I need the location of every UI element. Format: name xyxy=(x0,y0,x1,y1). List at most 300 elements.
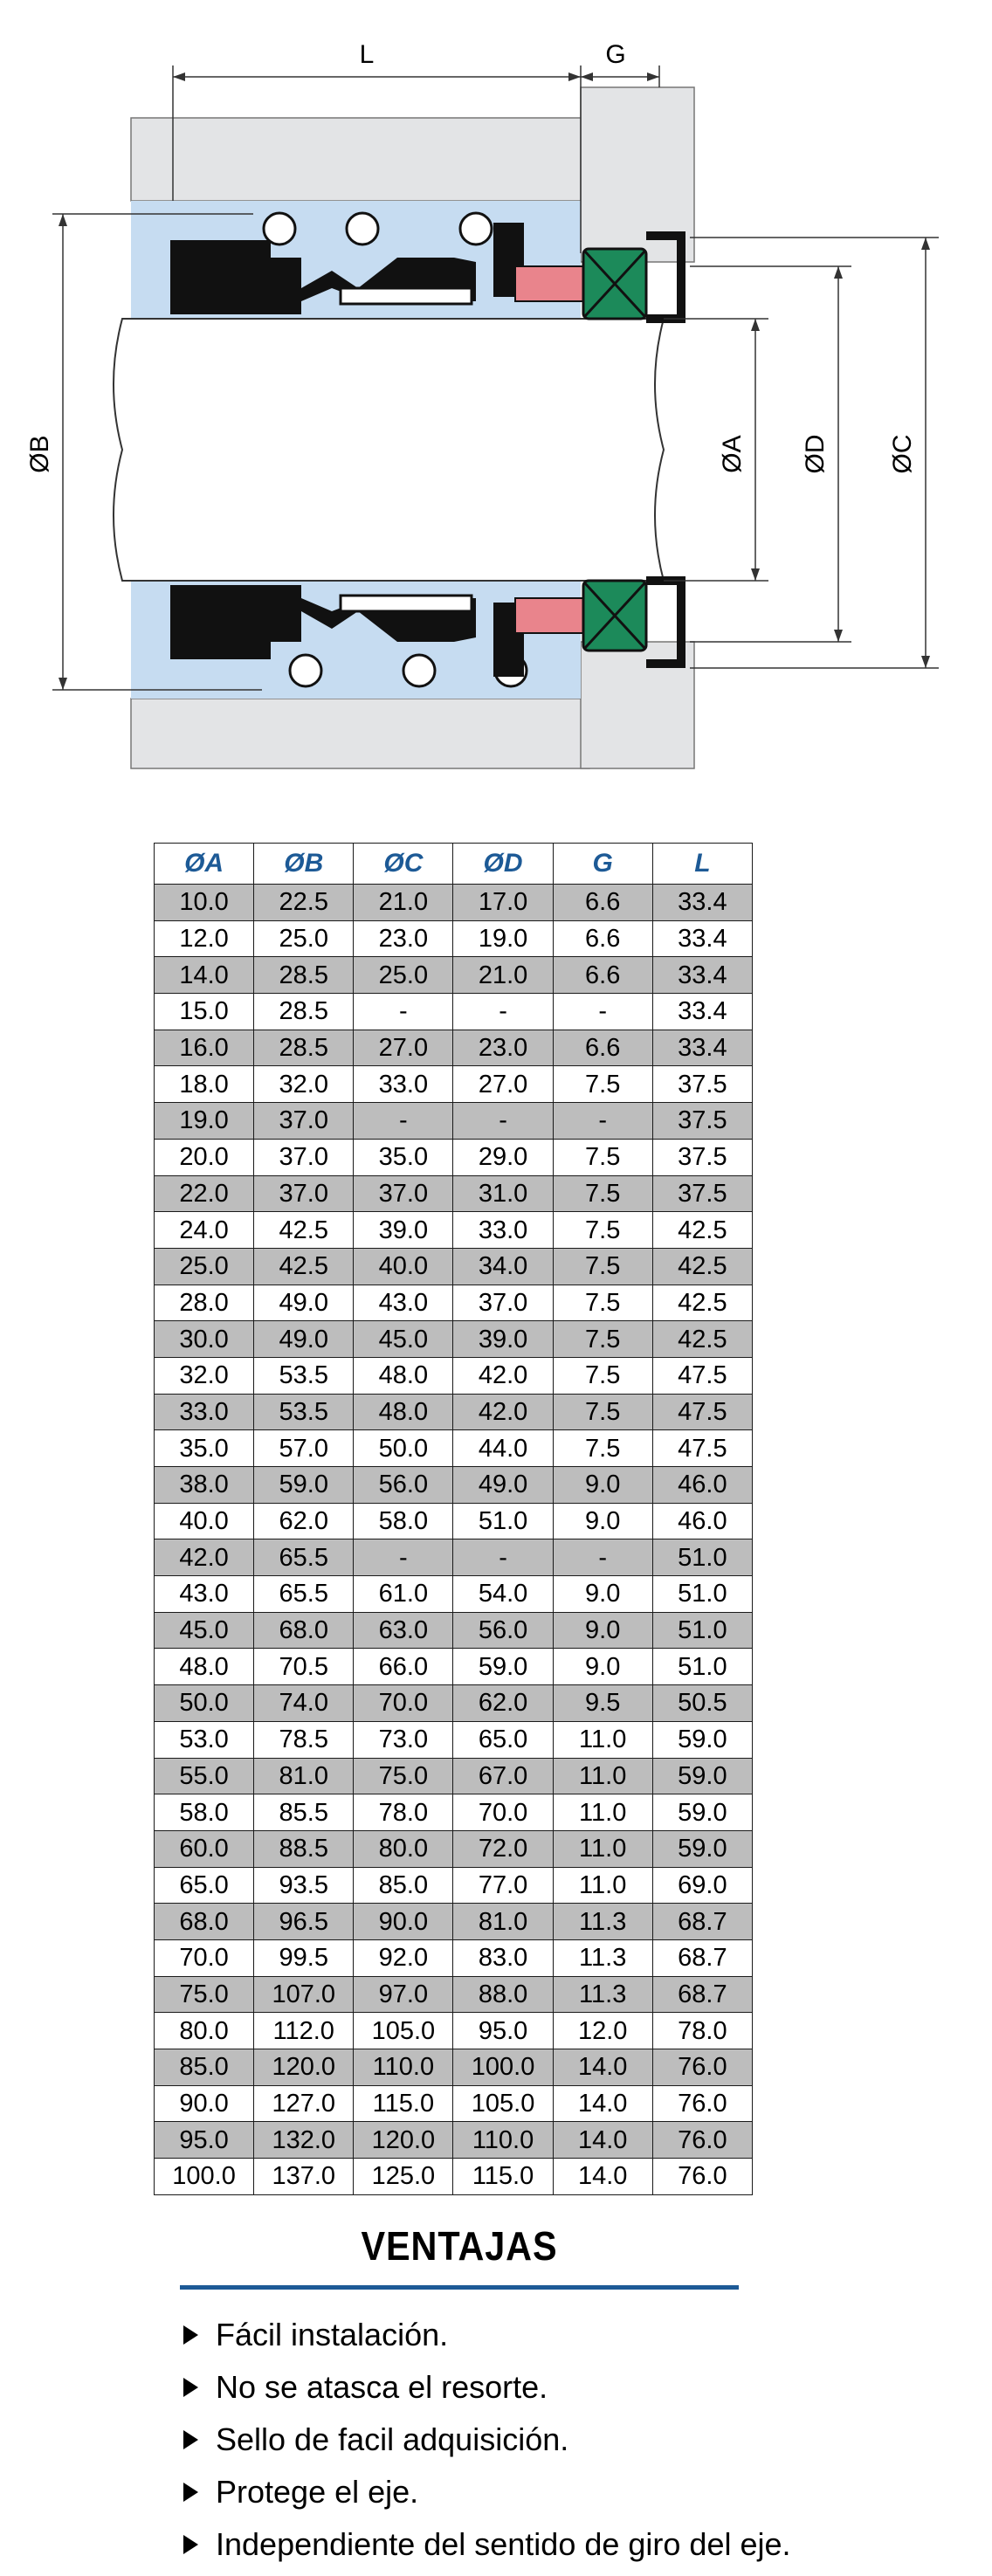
table-cell-l: 33.4 xyxy=(652,1030,752,1066)
table-cell-d: 44.0 xyxy=(453,1430,553,1467)
table-cell-g: - xyxy=(553,994,652,1030)
table-cell-c: - xyxy=(354,1539,453,1576)
table-cell-d: 51.0 xyxy=(453,1503,553,1539)
table-cell-a: 95.0 xyxy=(155,2122,254,2159)
table-cell-c: 105.0 xyxy=(354,2013,453,2049)
table-cell-l: 33.4 xyxy=(652,994,752,1030)
table-cell-g: 6.6 xyxy=(553,1030,652,1066)
table-cell-b: 112.0 xyxy=(254,2013,354,2049)
table-row xyxy=(155,1685,753,1722)
list-item xyxy=(180,2361,966,2414)
spring-coil-top-3 xyxy=(460,213,492,245)
table-cell-a: 42.0 xyxy=(155,1539,254,1576)
header-cell-b: ØB xyxy=(254,844,354,885)
table-cell-g: 11.0 xyxy=(553,1721,652,1758)
spring-coil-bottom-1 xyxy=(290,655,321,686)
dim-label-C: ØC xyxy=(888,434,917,474)
table-cell-a: 24.0 xyxy=(155,1212,254,1249)
table-cell-l: 47.5 xyxy=(652,1430,752,1467)
table-row xyxy=(155,1867,753,1904)
table-cell-d: 65.0 xyxy=(453,1721,553,1758)
advantages-list xyxy=(180,2309,966,2571)
table-cell-g: 6.6 xyxy=(553,885,652,921)
table-cell-a: 48.0 xyxy=(155,1649,254,1685)
table-cell-l: 51.0 xyxy=(652,1649,752,1685)
table-cell-a: 10.0 xyxy=(155,885,254,921)
table-cell-l: 68.7 xyxy=(652,1976,752,2013)
table-row xyxy=(155,1794,753,1831)
drive-band-bottom xyxy=(341,596,472,611)
table-cell-b: 28.5 xyxy=(254,994,354,1030)
table-row xyxy=(155,1030,753,1066)
table-cell-g: 7.5 xyxy=(553,1321,652,1358)
table-cell-d: 83.0 xyxy=(453,1939,553,1976)
table-cell-d: 17.0 xyxy=(453,885,553,921)
dim-label-B: ØB xyxy=(25,435,54,473)
table-cell-l: 46.0 xyxy=(652,1467,752,1504)
table-cell-d: 31.0 xyxy=(453,1175,553,1212)
table-cell-l: 78.0 xyxy=(652,2013,752,2049)
table-cell-b: 85.5 xyxy=(254,1794,354,1831)
advantages-divider xyxy=(180,2285,739,2290)
table-cell-a: 22.0 xyxy=(155,1175,254,1212)
table-cell-l: 42.5 xyxy=(652,1285,752,1321)
table-cell-d: 49.0 xyxy=(453,1467,553,1504)
table-cell-c: 56.0 xyxy=(354,1467,453,1504)
table-row xyxy=(155,1103,753,1140)
table-cell-l: 37.5 xyxy=(652,1103,752,1140)
table-cell-l: 46.0 xyxy=(652,1503,752,1539)
header-cell-g: G xyxy=(553,844,652,885)
table-cell-b: 93.5 xyxy=(254,1867,354,1904)
table-row xyxy=(155,1576,753,1613)
table-cell-a: 43.0 xyxy=(155,1576,254,1613)
table-cell-c: 40.0 xyxy=(354,1248,453,1285)
table-cell-c: 48.0 xyxy=(354,1394,453,1430)
table-cell-g: 7.5 xyxy=(553,1430,652,1467)
table-cell-a: 14.0 xyxy=(155,957,254,994)
table-cell-g: 11.0 xyxy=(553,1830,652,1867)
table-cell-c: 97.0 xyxy=(354,1976,453,2013)
table-cell-b: 65.5 xyxy=(254,1539,354,1576)
table-cell-l: 47.5 xyxy=(652,1357,752,1394)
table-cell-b: 127.0 xyxy=(254,2085,354,2122)
advantage-text: Fácil instalación. xyxy=(216,2317,449,2352)
table-cell-b: 22.5 xyxy=(254,885,354,921)
table-cell-g: - xyxy=(553,1103,652,1140)
table-row xyxy=(155,1503,753,1539)
table-row xyxy=(155,994,753,1030)
table-cell-a: 90.0 xyxy=(155,2085,254,2122)
table-row xyxy=(155,1212,753,1249)
table-cell-a: 20.0 xyxy=(155,1139,254,1175)
advantage-text: Protege el eje. xyxy=(216,2474,419,2510)
table-cell-l: 37.5 xyxy=(652,1175,752,1212)
table-cell-l: 69.0 xyxy=(652,1867,752,1904)
table-cell-a: 75.0 xyxy=(155,1976,254,2013)
list-item xyxy=(180,2309,966,2361)
table-cell-g: 14.0 xyxy=(553,2122,652,2159)
table-cell-l: 33.4 xyxy=(652,885,752,921)
table-cell-c: 120.0 xyxy=(354,2122,453,2159)
table-cell-l: 59.0 xyxy=(652,1758,752,1794)
table-body xyxy=(155,885,753,2195)
table-cell-a: 60.0 xyxy=(155,1830,254,1867)
table-cell-b: 107.0 xyxy=(254,1976,354,2013)
housing-top xyxy=(131,118,589,201)
table-cell-d: 42.0 xyxy=(453,1357,553,1394)
table-cell-l: 76.0 xyxy=(652,2159,752,2195)
table-cell-c: 25.0 xyxy=(354,957,453,994)
table-cell-a: 45.0 xyxy=(155,1612,254,1649)
header-cell-d: ØD xyxy=(453,844,553,885)
table-row xyxy=(155,2013,753,2049)
table-cell-d: 33.0 xyxy=(453,1212,553,1249)
table-row xyxy=(155,1649,753,1685)
table-cell-b: 137.0 xyxy=(254,2159,354,2195)
table-cell-b: 37.0 xyxy=(254,1139,354,1175)
table-row xyxy=(155,2049,753,2086)
table-cell-c: 125.0 xyxy=(354,2159,453,2195)
bullet-triangle-icon xyxy=(183,2430,198,2449)
table-row xyxy=(155,2085,753,2122)
table-cell-g: 14.0 xyxy=(553,2049,652,2086)
table-cell-a: 85.0 xyxy=(155,2049,254,2086)
table-cell-a: 15.0 xyxy=(155,994,254,1030)
table-cell-a: 68.0 xyxy=(155,1904,254,1940)
table-cell-b: 28.5 xyxy=(254,957,354,994)
shaft xyxy=(114,319,664,581)
advantages-title: VENTAJAS xyxy=(361,2223,558,2269)
table-cell-g: 6.6 xyxy=(553,920,652,957)
table-cell-g: 7.5 xyxy=(553,1248,652,1285)
table-cell-g: 11.0 xyxy=(553,1794,652,1831)
table-cell-a: 55.0 xyxy=(155,1758,254,1794)
table-cell-c: - xyxy=(354,994,453,1030)
table-cell-g: 14.0 xyxy=(553,2159,652,2195)
spring-coil-top-1 xyxy=(264,213,295,245)
table-row xyxy=(155,1357,753,1394)
table-row xyxy=(155,2122,753,2159)
table-row xyxy=(155,1758,753,1794)
bullet-triangle-icon xyxy=(183,2483,198,2502)
table-cell-l: 76.0 xyxy=(652,2122,752,2159)
table-cell-c: 70.0 xyxy=(354,1685,453,1722)
table-cell-d: 95.0 xyxy=(453,2013,553,2049)
table-cell-c: 35.0 xyxy=(354,1139,453,1175)
bullet-triangle-icon xyxy=(183,2378,198,2397)
table-cell-g: 6.6 xyxy=(553,957,652,994)
table-row xyxy=(155,1904,753,1940)
table-row xyxy=(155,1430,753,1467)
table-cell-d: 70.0 xyxy=(453,1794,553,1831)
table-row xyxy=(155,1175,753,1212)
table-cell-b: 78.5 xyxy=(254,1721,354,1758)
table-cell-g: 12.0 xyxy=(553,2013,652,2049)
table-cell-d: 81.0 xyxy=(453,1904,553,1940)
table-cell-c: 90.0 xyxy=(354,1904,453,1940)
table-cell-b: 120.0 xyxy=(254,2049,354,2086)
table-cell-b: 32.0 xyxy=(254,1066,354,1103)
table-row xyxy=(155,1321,753,1358)
table-row xyxy=(155,1285,753,1321)
table-cell-b: 88.5 xyxy=(254,1830,354,1867)
dimensions-table-container xyxy=(154,843,753,2195)
table-cell-a: 80.0 xyxy=(155,2013,254,2049)
table-cell-l: 59.0 xyxy=(652,1721,752,1758)
table-cell-c: 63.0 xyxy=(354,1612,453,1649)
table-cell-c: 78.0 xyxy=(354,1794,453,1831)
table-cell-g: - xyxy=(553,1539,652,1576)
dim-label-D: ØD xyxy=(801,434,830,474)
table-cell-l: 33.4 xyxy=(652,920,752,957)
table-row xyxy=(155,1467,753,1504)
table-cell-l: 33.4 xyxy=(652,957,752,994)
table-cell-l: 76.0 xyxy=(652,2049,752,2086)
table-cell-g: 11.0 xyxy=(553,1758,652,1794)
table-row xyxy=(155,920,753,957)
table-cell-d: 59.0 xyxy=(453,1649,553,1685)
table-cell-c: 43.0 xyxy=(354,1285,453,1321)
table-cell-c: 73.0 xyxy=(354,1721,453,1758)
table-cell-d: - xyxy=(453,1539,553,1576)
table-row xyxy=(155,957,753,994)
dim-label-L: L xyxy=(359,40,375,69)
list-item xyxy=(180,2414,966,2466)
table-cell-b: 42.5 xyxy=(254,1212,354,1249)
table-cell-g: 9.0 xyxy=(553,1612,652,1649)
table-cell-d: 77.0 xyxy=(453,1867,553,1904)
table-cell-c: 45.0 xyxy=(354,1321,453,1358)
table-cell-d: 54.0 xyxy=(453,1576,553,1613)
table-cell-c: 50.0 xyxy=(354,1430,453,1467)
oring-top xyxy=(515,266,585,301)
table-cell-l: 47.5 xyxy=(652,1394,752,1430)
table-row xyxy=(155,1721,753,1758)
list-item xyxy=(180,2466,966,2518)
table-cell-a: 58.0 xyxy=(155,1794,254,1831)
table-cell-g: 9.5 xyxy=(553,1685,652,1722)
table-cell-l: 42.5 xyxy=(652,1248,752,1285)
advantage-text: Sello de facil adquisición. xyxy=(216,2421,569,2457)
table-cell-b: 42.5 xyxy=(254,1248,354,1285)
table-cell-a: 12.0 xyxy=(155,920,254,957)
table-cell-b: 49.0 xyxy=(254,1285,354,1321)
table-cell-a: 50.0 xyxy=(155,1685,254,1722)
dim-label-A: ØA xyxy=(718,435,747,473)
table-row xyxy=(155,885,753,921)
table-cell-l: 37.5 xyxy=(652,1066,752,1103)
table-cell-b: 70.5 xyxy=(254,1649,354,1685)
table-cell-g: 11.3 xyxy=(553,1904,652,1940)
table-cell-l: 37.5 xyxy=(652,1139,752,1175)
table-cell-g: 7.5 xyxy=(553,1066,652,1103)
advantages-section xyxy=(180,2222,791,2571)
advantage-text: Independiente del sentido de giro del eje. xyxy=(216,2526,791,2562)
table-cell-b: 62.0 xyxy=(254,1503,354,1539)
table-cell-c: 110.0 xyxy=(354,2049,453,2086)
table-row xyxy=(155,1139,753,1175)
table-cell-c: 80.0 xyxy=(354,1830,453,1867)
seal-cross-section-drawing xyxy=(0,0,992,786)
table-row xyxy=(155,1394,753,1430)
table-cell-b: 37.0 xyxy=(254,1103,354,1140)
table-row xyxy=(155,2159,753,2195)
table-cell-c: - xyxy=(354,1103,453,1140)
table-cell-c: 58.0 xyxy=(354,1503,453,1539)
table-cell-c: 21.0 xyxy=(354,885,453,921)
table-cell-c: 85.0 xyxy=(354,1867,453,1904)
table-cell-b: 132.0 xyxy=(254,2122,354,2159)
table-cell-d: 105.0 xyxy=(453,2085,553,2122)
table-cell-c: 92.0 xyxy=(354,1939,453,1976)
table-cell-c: 37.0 xyxy=(354,1175,453,1212)
table-row xyxy=(155,1830,753,1867)
table-cell-c: 39.0 xyxy=(354,1212,453,1249)
table-cell-c: 48.0 xyxy=(354,1357,453,1394)
table-cell-g: 7.5 xyxy=(553,1394,652,1430)
table-cell-g: 9.0 xyxy=(553,1576,652,1613)
table-cell-l: 50.5 xyxy=(652,1685,752,1722)
table-cell-a: 33.0 xyxy=(155,1394,254,1430)
table-cell-l: 51.0 xyxy=(652,1576,752,1613)
seal-diagram xyxy=(0,0,992,786)
table-cell-b: 99.5 xyxy=(254,1939,354,1976)
table-cell-g: 9.0 xyxy=(553,1649,652,1685)
table-row xyxy=(155,1939,753,1976)
table-cell-g: 7.5 xyxy=(553,1139,652,1175)
table-cell-b: 59.0 xyxy=(254,1467,354,1504)
advantage-text: No se atasca el resorte. xyxy=(216,2369,548,2405)
housing-bottom xyxy=(131,699,589,768)
table-cell-d: 56.0 xyxy=(453,1612,553,1649)
bullet-triangle-icon xyxy=(183,2535,198,2554)
table-cell-d: 27.0 xyxy=(453,1066,553,1103)
table-cell-d: 29.0 xyxy=(453,1139,553,1175)
table-cell-a: 100.0 xyxy=(155,2159,254,2195)
table-header-row xyxy=(155,844,753,885)
table-cell-d: 42.0 xyxy=(453,1394,553,1430)
table-cell-l: 76.0 xyxy=(652,2085,752,2122)
table-cell-a: 18.0 xyxy=(155,1066,254,1103)
table-cell-a: 38.0 xyxy=(155,1467,254,1504)
table-cell-b: 53.5 xyxy=(254,1357,354,1394)
header-cell-a: ØA xyxy=(155,844,254,885)
table-cell-d: 21.0 xyxy=(453,957,553,994)
table-cell-g: 14.0 xyxy=(553,2085,652,2122)
table-cell-d: 37.0 xyxy=(453,1285,553,1321)
table-cell-b: 37.0 xyxy=(254,1175,354,1212)
table-row xyxy=(155,1066,753,1103)
table-cell-d: 67.0 xyxy=(453,1758,553,1794)
drive-band-top xyxy=(341,288,472,304)
spring-coil-bottom-2 xyxy=(403,655,435,686)
table-cell-d: 34.0 xyxy=(453,1248,553,1285)
table-cell-a: 65.0 xyxy=(155,1867,254,1904)
spring-coil-top-2 xyxy=(347,213,378,245)
table-cell-b: 68.0 xyxy=(254,1612,354,1649)
table-cell-a: 19.0 xyxy=(155,1103,254,1140)
table-cell-l: 68.7 xyxy=(652,1904,752,1940)
table-row xyxy=(155,1976,753,2013)
dimensions-table xyxy=(154,843,753,2195)
table-cell-g: 9.0 xyxy=(553,1503,652,1539)
table-cell-d: 39.0 xyxy=(453,1321,553,1358)
table-cell-c: 75.0 xyxy=(354,1758,453,1794)
table-cell-b: 53.5 xyxy=(254,1394,354,1430)
oring-bottom xyxy=(515,598,585,633)
table-cell-d: - xyxy=(453,1103,553,1140)
list-item xyxy=(180,2518,966,2571)
table-cell-d: - xyxy=(453,994,553,1030)
table-cell-c: 115.0 xyxy=(354,2085,453,2122)
table-cell-b: 74.0 xyxy=(254,1685,354,1722)
header-cell-c: ØC xyxy=(354,844,453,885)
table-cell-b: 49.0 xyxy=(254,1321,354,1358)
table-cell-c: 27.0 xyxy=(354,1030,453,1066)
table-cell-d: 100.0 xyxy=(453,2049,553,2086)
table-cell-a: 16.0 xyxy=(155,1030,254,1066)
table-cell-d: 110.0 xyxy=(453,2122,553,2159)
table-cell-g: 11.0 xyxy=(553,1867,652,1904)
table-cell-a: 70.0 xyxy=(155,1939,254,1976)
table-cell-c: 33.0 xyxy=(354,1066,453,1103)
bullet-triangle-icon xyxy=(183,2325,198,2345)
table-cell-b: 96.5 xyxy=(254,1904,354,1940)
table-cell-g: 9.0 xyxy=(553,1467,652,1504)
table-cell-d: 115.0 xyxy=(453,2159,553,2195)
table-cell-a: 32.0 xyxy=(155,1357,254,1394)
table-cell-l: 68.7 xyxy=(652,1939,752,1976)
table-cell-d: 62.0 xyxy=(453,1685,553,1722)
table-cell-b: 65.5 xyxy=(254,1576,354,1613)
table-cell-g: 11.3 xyxy=(553,1939,652,1976)
table-cell-b: 25.0 xyxy=(254,920,354,957)
table-cell-a: 53.0 xyxy=(155,1721,254,1758)
table-cell-b: 81.0 xyxy=(254,1758,354,1794)
table-cell-c: 66.0 xyxy=(354,1649,453,1685)
table-cell-l: 42.5 xyxy=(652,1212,752,1249)
table-cell-l: 59.0 xyxy=(652,1794,752,1831)
table-cell-a: 28.0 xyxy=(155,1285,254,1321)
table-cell-a: 25.0 xyxy=(155,1248,254,1285)
table-cell-a: 35.0 xyxy=(155,1430,254,1467)
table-cell-g: 7.5 xyxy=(553,1357,652,1394)
table-cell-c: 61.0 xyxy=(354,1576,453,1613)
header-cell-l: L xyxy=(652,844,752,885)
table-row xyxy=(155,1248,753,1285)
table-cell-l: 51.0 xyxy=(652,1539,752,1576)
table-cell-l: 51.0 xyxy=(652,1612,752,1649)
table-cell-l: 42.5 xyxy=(652,1321,752,1358)
table-cell-a: 40.0 xyxy=(155,1503,254,1539)
table-cell-a: 30.0 xyxy=(155,1321,254,1358)
table-cell-b: 28.5 xyxy=(254,1030,354,1066)
table-cell-b: 57.0 xyxy=(254,1430,354,1467)
table-cell-g: 7.5 xyxy=(553,1285,652,1321)
table-cell-c: 23.0 xyxy=(354,920,453,957)
table-cell-d: 88.0 xyxy=(453,1976,553,2013)
table-row xyxy=(155,1612,753,1649)
table-row xyxy=(155,1539,753,1576)
table-cell-d: 23.0 xyxy=(453,1030,553,1066)
table-cell-l: 59.0 xyxy=(652,1830,752,1867)
table-cell-g: 11.3 xyxy=(553,1976,652,2013)
table-cell-g: 7.5 xyxy=(553,1175,652,1212)
table-cell-g: 7.5 xyxy=(553,1212,652,1249)
dim-label-G: G xyxy=(605,40,626,69)
table-cell-d: 72.0 xyxy=(453,1830,553,1867)
